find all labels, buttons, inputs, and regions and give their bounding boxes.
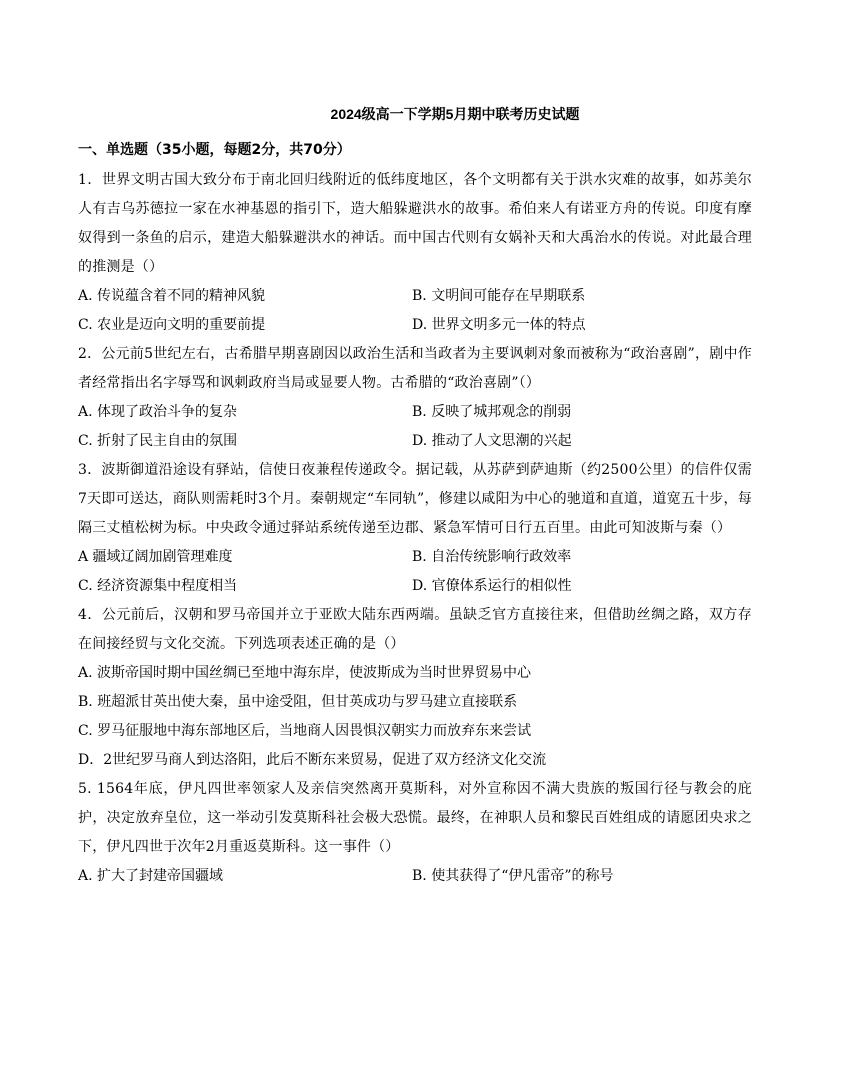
question-5 — [78, 775, 752, 891]
option-c: C. 农业是迈向文明的重要前提 — [78, 317, 266, 333]
section-heading: 一、单选题（35小题，每题2分，共70分） — [78, 142, 351, 158]
option-d: D. 官僚体系运行的相似性 — [412, 578, 572, 594]
option-a: A 疆域辽阔加剧管理难度 — [78, 549, 233, 565]
question-3 — [78, 456, 752, 601]
option-a: A. 扩大了封建帝国疆域 — [78, 868, 224, 884]
question-stem: 4．公元前后，汉朝和罗马帝国并立于亚欧大陆东西两端。虽缺乏官方直接往来，但借助丝绸之路，双方存在间接经贸与文化交流。下列选项表述正确的是（） — [78, 607, 752, 652]
option-d: D. 推动了人文思潮的兴起 — [412, 433, 572, 449]
option-b: B. 自治传统影响行政效率 — [412, 549, 572, 565]
option-b: B. 使其获得了“伊凡雷帝”的称号 — [412, 868, 614, 884]
question-stem: 1．世界文明古国大致分布于南北回归线附近的低纬度地区，各个文明都有关于洪水灾难的故事，如苏美尔人有吉乌苏德拉一家在水神基恩的指引下，造大船躲避洪水的故事。希伯来人有诺亚方舟的传说。印度有摩奴得到一条鱼的启示，建造大船躲避洪水的神话。而中国古代则有女娲补天和大禹治水的传说。对此最合理的推测是（） — [78, 172, 752, 275]
exam-title: 2024级高一下学期5月期中联考历史试题 — [330, 106, 580, 122]
options — [78, 543, 752, 601]
option-d: D．2世纪罗马商人到达洛阳，此后不断东来贸易，促进了双方经济文化交流 — [78, 752, 547, 768]
question-stem: 2．公元前5世纪左右，古希腊早期喜剧因以政治生活和当政者为主要讽刺对象而被称为“政治喜剧”，剧中作者经常指出名字辱骂和讽刺政府当局或显要人物。古希腊的“政治喜剧”（） — [78, 346, 752, 391]
option-c: C. 折射了民主自由的氛围 — [78, 433, 238, 449]
option-c: C. 罗马征服地中海东部地区后，当地商人因畏惧汉朝实力而放弃东来尝试 — [78, 723, 532, 739]
question-stem: 3．波斯御道沿途设有驿站，信使日夜兼程传递政令。据记载，从苏萨到萨迪斯（约2500公里）的信件仅需7天即可送达，商队则需耗时3个月。秦朝规定“车同轨”，修建以咸阳为中心的驰道和直道，道宽五十步，每隔三丈植松树为标。中央政令通过驿站系统传递至边郡、紧急军情可日行五百里。由此可知波斯与秦（） — [78, 462, 752, 536]
option-b: B. 反映了城邦观念的削弱 — [412, 404, 572, 420]
option-a: A. 传说蕴含着不同的精神风貌 — [78, 288, 266, 304]
options — [78, 282, 752, 340]
option-c: C. 经济资源集中程度相当 — [78, 578, 238, 594]
option-b: B. 文明间可能存在早期联系 — [412, 288, 586, 304]
question-stem: 5. 1564年底，伊凡四世率领家人及亲信突然离开莫斯科，对外宣称因不满大贵族的叛国行径与教会的庇护，决定放弃皇位，这一举动引发莫斯科社会极大恐慌。最终，在神职人员和黎民百姓组成的请愿团央求之下，伊凡四世于次年2月重返莫斯科。这一事件（） — [78, 781, 752, 855]
options — [78, 398, 752, 456]
question-2 — [78, 340, 752, 456]
question-4 — [78, 601, 752, 775]
option-b: B. 班超派甘英出使大秦，虽中途受阻，但甘英成功与罗马建立直接联系 — [78, 694, 518, 710]
option-a: A. 体现了政治斗争的复杂 — [78, 404, 238, 420]
option-a: A. 波斯帝国时期中国丝绸已至地中海东岸，使波斯成为当时世界贸易中心 — [78, 665, 532, 681]
options — [78, 862, 752, 891]
options — [78, 659, 752, 775]
question-1 — [78, 166, 752, 340]
option-d: D. 世界文明多元一体的特点 — [412, 317, 586, 333]
